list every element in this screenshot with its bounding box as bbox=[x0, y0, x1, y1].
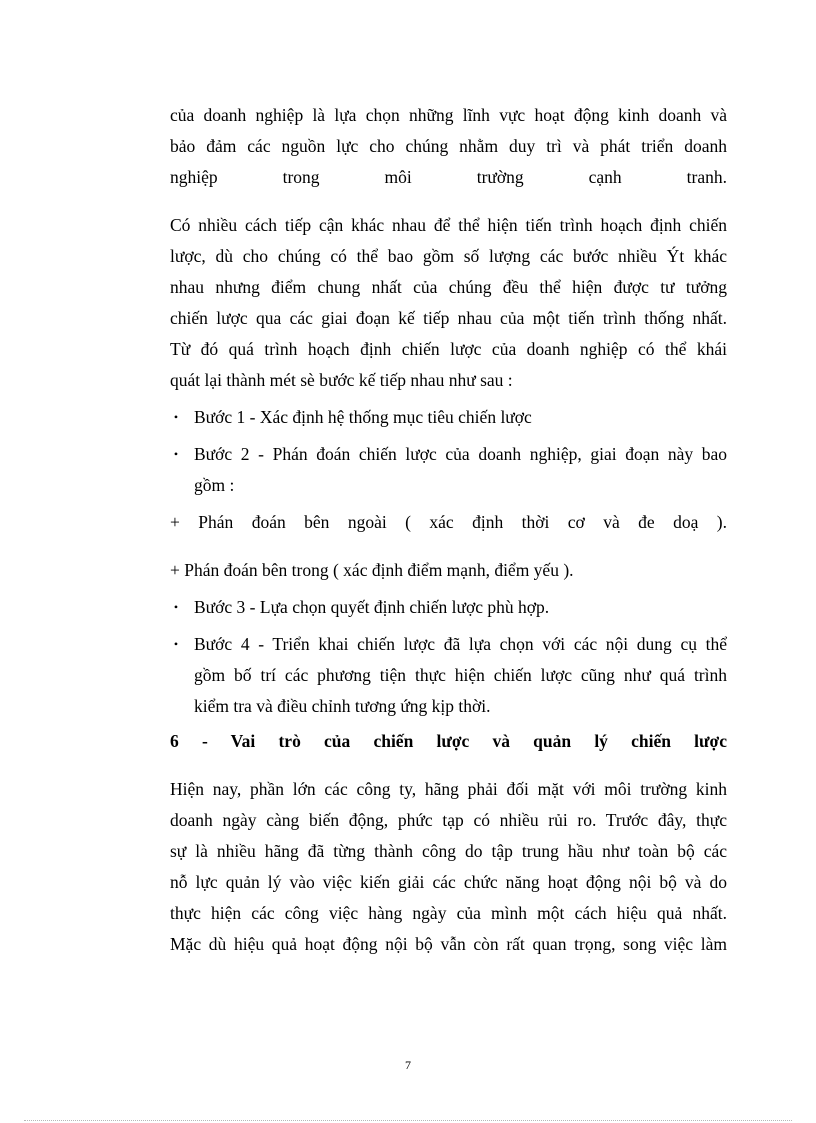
text-line: Từ đó quá trình hoạch định chiến lược của doanh nghiệp có thể khái bbox=[170, 339, 727, 359]
paragraph-planning-approaches bbox=[170, 210, 727, 396]
text-line: lược, dù cho chúng có thể bao gồm số lượng các bước nhiều Ýt khác bbox=[170, 246, 727, 266]
bullet-icon: • bbox=[173, 447, 179, 461]
text-line: nghiệp trong môi trường cạnh tranh. bbox=[170, 167, 727, 187]
step-text: Bước 4 - Triển khai chiến lược đã lựa chọn với các nội dung cụ thể bbox=[194, 634, 727, 654]
text-line: sự là nhiều hãng đã từng thành công do tập trung hầu như toàn bộ các bbox=[170, 841, 727, 861]
text-line: Mặc dù hiệu quả hoạt động nội bộ vẫn còn rất quan trọng, song việc làm bbox=[170, 934, 727, 954]
text-line: doanh ngày càng biến động, phức tạp có nhiều rủi ro. Trước đây, thực bbox=[170, 810, 727, 830]
list-item-step-3 bbox=[170, 592, 727, 623]
text-line: nỗ lực quản lý vào việc kiến giải các chức năng hoạt động nội bộ và do bbox=[170, 872, 727, 892]
step-text: Bước 1 - Xác định hệ thống mục tiêu chiến lược bbox=[194, 407, 532, 427]
step-text: Bước 3 - Lựa chọn quyết định chiến lược phù hợp. bbox=[194, 597, 550, 617]
step-text: gồm : bbox=[194, 475, 235, 495]
section-heading bbox=[170, 726, 727, 757]
text-line: thực hiện các công việc hàng ngày của mình một cách hiệu quả nhất. bbox=[170, 903, 727, 923]
text-line: chiến lược qua các giai đoạn kế tiếp nhau của một tiến trình thống nhất. bbox=[170, 308, 727, 328]
bullet-icon: • bbox=[173, 600, 179, 614]
text-line: nhau nhưng điểm chung nhất của chúng đều thể hiện được tư tưởng bbox=[170, 277, 727, 297]
page-bottom-divider bbox=[24, 1120, 792, 1121]
step-text: gồm bố trí các phương tiện thực hiện chiến lược cũng như quá trình bbox=[194, 665, 727, 685]
bullet-icon: • bbox=[173, 637, 179, 651]
step-text: Bước 2 - Phán đoán chiến lược của doanh nghiệp, giai đoạn này bao bbox=[194, 444, 727, 464]
external-analysis bbox=[170, 507, 727, 538]
list-item-step-4 bbox=[170, 629, 727, 722]
list-item-step-1 bbox=[170, 402, 727, 433]
text-line: của doanh nghiệp là lựa chọn những lĩnh vực hoạt động kinh doanh và bbox=[170, 105, 727, 125]
text-line: + Phán đoán bên trong ( xác định điểm mạnh, điểm yếu ). bbox=[170, 560, 574, 580]
heading-text: 6 - Vai trò của chiến lược và quản lý chiến lược bbox=[170, 731, 727, 751]
step-text: kiểm tra và điều chỉnh tương ứng kịp thời. bbox=[194, 696, 491, 716]
internal-analysis bbox=[170, 555, 727, 586]
paragraph-role-of-strategy bbox=[170, 774, 727, 960]
body-text bbox=[170, 100, 727, 960]
paragraph-strategy-definition bbox=[170, 100, 727, 193]
text-line: bảo đảm các nguồn lực cho chúng nhằm duy trì và phát triển doanh bbox=[170, 136, 727, 156]
text-line: Hiện nay, phần lớn các công ty, hãng phải đối mặt với môi trường kinh bbox=[170, 779, 727, 799]
page-number: 7 bbox=[405, 1058, 411, 1072]
bullet-icon: • bbox=[173, 410, 179, 424]
text-line: Có nhiều cách tiếp cận khác nhau để thể hiện tiến trình hoạch định chiến bbox=[170, 215, 727, 235]
text-line: quát lại thành mét sè bước kế tiếp nhau như sau : bbox=[170, 370, 513, 390]
list-item-step-2 bbox=[170, 439, 727, 501]
text-line: + Phán đoán bên ngoài ( xác định thời cơ và đe doạ ). bbox=[170, 512, 727, 532]
